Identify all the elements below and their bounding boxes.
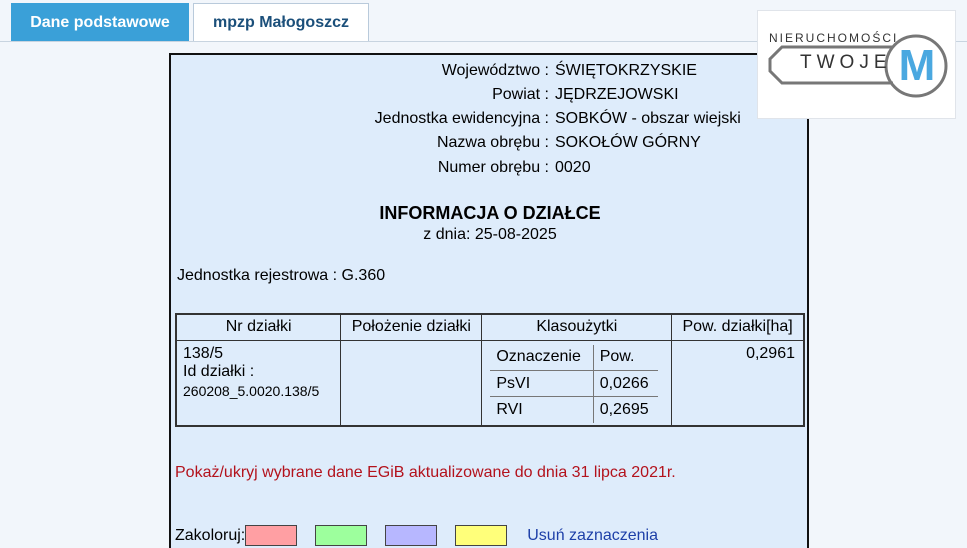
- cadastral-unit-row: [171, 108, 809, 130]
- plot-table-header: [176, 314, 804, 340]
- toggle-egib-data-link[interactable]: Pokaż/ukryj wybrane dane EGiB aktualizowane do dnia 31 lipca 2021r.: [175, 464, 676, 481]
- logo-line2: TWOJE: [800, 52, 892, 73]
- land-use-header: [490, 345, 658, 371]
- header-plot-number: Nr działki: [176, 314, 341, 340]
- county-row: [171, 84, 809, 106]
- voivodeship-row: [171, 60, 809, 82]
- logo-letter: M: [898, 41, 936, 90]
- tab-dane-podstawowe[interactable]: Dane podstawowe: [11, 3, 189, 42]
- header-plot-area: Pow. działki[ha]: [672, 314, 804, 340]
- land-use-header-area: Pow.: [593, 345, 658, 371]
- plot-location-cell: [341, 340, 482, 426]
- clear-selection-link[interactable]: Usuń zaznaczenia: [527, 526, 658, 544]
- plot-number: 138/5: [183, 344, 224, 362]
- plot-number-cell: [176, 340, 341, 426]
- table-row: [176, 340, 804, 426]
- logo-line1: NIERUCHOMOŚCI: [769, 31, 899, 45]
- plot-id: 260208_5.0020.138/5: [183, 382, 320, 399]
- precinct-number-label: Numer obrębu :: [437, 159, 549, 176]
- table-row: [490, 397, 658, 423]
- land-use-header-code: Oznaczenie: [490, 345, 593, 371]
- land-use-code: RVI: [496, 400, 523, 418]
- precinct-number-row: [171, 157, 809, 179]
- header-land-use: Klasoużytki: [482, 314, 672, 340]
- registration-unit: Jednostka rejestrowa : G.360: [177, 267, 386, 284]
- voivodeship-value: ŚWIĘTOKRZYSKIE: [555, 62, 697, 79]
- precinct-number-value: 0020: [555, 159, 591, 176]
- report-date: z dnia: 25-08-2025: [423, 226, 557, 243]
- county-label: Powiat :: [492, 86, 549, 103]
- swatch-blue[interactable]: [385, 525, 437, 546]
- plot-info-panel: [169, 53, 809, 548]
- cadastral-unit-label: Jednostka ewidencyjna :: [374, 110, 549, 127]
- land-use-table: [490, 345, 658, 423]
- county-value: JĘDRZEJOWSKI: [555, 86, 679, 103]
- land-use-area: 0,2695: [593, 397, 658, 423]
- tab-mpzp-malogoszcz[interactable]: mpzp Małogoszcz: [193, 3, 369, 42]
- precinct-name-label: Nazwa obrębu :: [436, 134, 549, 151]
- header-plot-location: Położenie działki: [341, 314, 482, 340]
- colorize-bar: [175, 525, 658, 546]
- cadastral-unit-value: SOBKÓW - obszar wiejski: [555, 110, 741, 127]
- logo: [757, 10, 956, 119]
- page-title: INFORMACJA O DZIAŁCE: [379, 203, 601, 223]
- precinct-name-value: SOKOŁÓW GÓRNY: [555, 134, 701, 151]
- voivodeship-label: Województwo :: [441, 62, 549, 79]
- land-use-code: PsVI: [490, 371, 593, 397]
- table-row: [490, 371, 658, 397]
- colorize-label: Zakoloruj:: [175, 526, 246, 544]
- swatch-yellow[interactable]: [455, 525, 507, 546]
- swatch-red[interactable]: [245, 525, 297, 546]
- plot-id-label: Id działki :: [183, 362, 255, 380]
- swatch-green[interactable]: [315, 525, 367, 546]
- plot-area-cell: 0,2961: [672, 340, 804, 426]
- plot-table: [175, 313, 805, 427]
- precinct-name-row: [171, 132, 809, 154]
- land-use-cell: [482, 340, 672, 426]
- land-use-area: 0,0266: [593, 371, 658, 397]
